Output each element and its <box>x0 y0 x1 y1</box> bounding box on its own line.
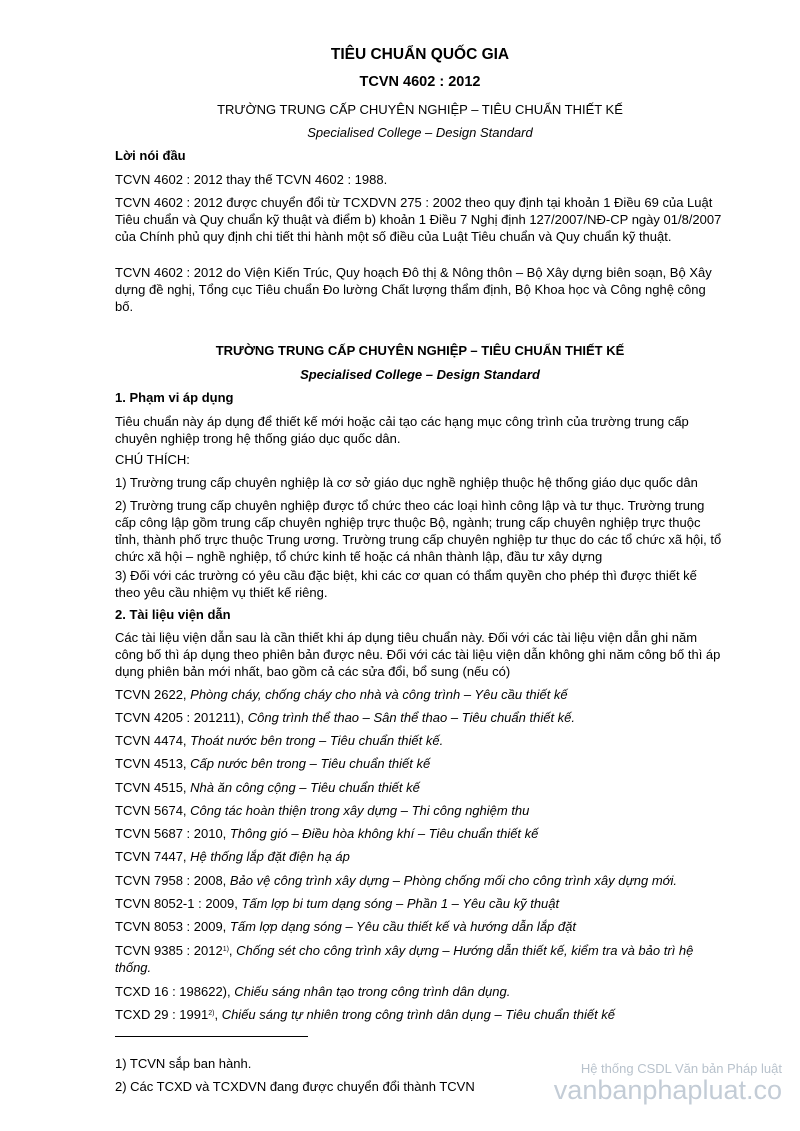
reference-code: TCVN 4205 : 201211), <box>115 710 248 725</box>
section-title: TRƯỜNG TRUNG CẤP CHUYÊN NGHIỆP – TIÊU CHUẨN THIẾT KẾ <box>215 343 625 358</box>
section-english-title: Specialised College – Design Standard <box>300 367 540 382</box>
reference-item <box>115 918 725 935</box>
reference-code: TCVN 7447, <box>115 849 191 864</box>
reference-code: TCVN 8052-1 : 2009, <box>115 896 242 911</box>
reference-code: TCVN 7958 : 2008, <box>115 873 230 888</box>
reference-item <box>115 755 725 772</box>
reference-item <box>115 686 725 703</box>
reference-title: Cấp nước bên trong – Tiêu chuẩn thiết kế <box>190 756 431 771</box>
reference-title: Thông gió – Điều hòa không khí – Tiêu chuẩn thiết kế <box>229 826 539 841</box>
reference-title: Tấm lợp dạng sóng – Yêu cầu thiết kế và hướng dẫn lắp đặt <box>229 919 576 934</box>
reference-item <box>115 825 725 842</box>
foreword-paragraph: TCVN 4602 : 2012 được chuyển đổi từ TCXDVN 275 : 2002 theo quy định tại khoản 1 Điều 69 của Luật Tiêu chuẩn và Quy chuẩn kỹ thuật và điểm b) khoản 1 Điều 7 Nghị định 127/2007/NĐ-CP ngày 01/8/2007 của Chính phủ quy định chi tiết thi hành một số điều của Luật Tiêu chuẩn và Quy chuẩn kỹ thuật. <box>115 195 722 244</box>
document-title: TIÊU CHUẨN QUỐC GIA <box>330 46 510 63</box>
reference-item <box>115 942 725 976</box>
reference-item <box>115 779 725 796</box>
footnote: 1) TCVN sắp ban hành. <box>115 1056 252 1071</box>
standard-code: TCVN 4602 : 2012 <box>359 74 481 90</box>
english-title: Specialised College – Design Standard <box>307 125 533 140</box>
reference-title: Tấm lợp bi tum dạng sóng – Phần 1 – Yêu cầu kỹ thuật <box>241 896 560 911</box>
reference-item <box>115 802 725 819</box>
document-subtitle: TRƯỜNG TRUNG CẤP CHUYÊN NGHIỆP – TIÊU CHUẨN THIẾT KẾ <box>217 102 623 117</box>
reference-title: Thoát nước bên trong – Tiêu chuẩn thiết kế. <box>190 733 444 748</box>
reference-code: TCVN 4513, <box>115 756 191 771</box>
footnote-marker: 1) <box>222 946 229 953</box>
foreword-paragraph: TCVN 4602 : 2012 thay thế TCVN 4602 : 1988. <box>115 172 388 187</box>
reference-item <box>115 1006 725 1023</box>
reference-title: Bảo vệ công trình xây dựng – Phòng chống mối cho công trình xây dựng mới. <box>229 873 678 888</box>
note-item: 2) Trường trung cấp chuyên nghiệp được tổ chức theo các loại hình công lập và tư thục. Trường trung cấp công lập gồm trung cấp chuyên nghiệp trực thuộc Bộ, ngành; trung cấp chuyên nghiệp trực thuộc tỉnh, thành phố trực thuộc Trung ương. Trường trung cấp chuyên nghiệp tư thục do các tổ chức xã hội, tổ chức xã hội – nghề nghiệp, tổ chức kinh tế hoặc cá nhân thành lập, đầu tư xây dựng <box>115 498 722 564</box>
watermark-site: vanbanphapluat.co <box>553 1075 782 1105</box>
note-item: 3) Đối với các trường có yêu cầu đặc biệt, khi các cơ quan có thẩm quyền cho phép thì được thiết kế theo yêu cầu nhiệm vụ thiết kế riêng. <box>115 568 697 600</box>
reference-item <box>115 872 725 889</box>
reference-title: Nhà ăn công cộng – Tiêu chuẩn thiết kế <box>190 780 420 795</box>
reference-title: Công tác hoàn thiện trong xây dựng – Thi công nghiệm thu <box>190 803 530 818</box>
section2-heading: 2. Tài liệu viện dẫn <box>115 607 231 622</box>
reference-title: Chống sét cho công trình xây dựng – Hướng dẫn thiết kế, kiểm tra và bảo trì hệ thống. <box>115 943 694 975</box>
watermark-caption: Hệ thống CSDL Văn bản Pháp luật <box>580 1061 782 1076</box>
reference-code: TCVN 9385 : 2012 <box>115 943 223 958</box>
foreword-paragraph: TCVN 4602 : 2012 do Viện Kiến Trúc, Quy hoạch Đô thị & Nông thôn – Bộ Xây dựng biên soạn, Bộ Xây dựng đề nghị, Tổng cục Tiêu chuẩn Đo lường Chất lượng thẩm định, Bộ Khoa học và Công nghệ công bố. <box>115 265 712 314</box>
reference-code: TCVN 2622, <box>115 687 191 702</box>
note-item: 1) Trường trung cấp chuyên nghiệp là cơ sở giáo dục nghề nghiệp thuộc hệ thống giáo dục quốc dân <box>115 475 698 490</box>
footnote-divider <box>115 1036 308 1037</box>
reference-title: Chiếu sáng tự nhiên trong công trình dân dụng – Tiêu chuẩn thiết kế <box>221 1007 616 1022</box>
reference-code: TCXD 16 : 198622), <box>115 984 235 999</box>
reference-item <box>115 895 725 912</box>
reference-item <box>115 709 725 726</box>
reference-code: TCXD 29 : 1991 <box>115 1007 209 1022</box>
note-label: CHÚ THÍCH: <box>115 452 190 467</box>
reference-code: TCVN 5674, <box>115 803 191 818</box>
reference-item <box>115 732 725 749</box>
reference-code: TCVN 5687 : 2010, <box>115 826 230 841</box>
reference-title: Phòng cháy, chống cháy cho nhà và công trình – Yêu cầu thiết kế <box>190 687 568 702</box>
reference-item <box>115 848 725 865</box>
reference-code: TCVN 8053 : 2009, <box>115 919 230 934</box>
foreword-heading: Lời nói đầu <box>115 148 186 163</box>
footnote: 2) Các TCXD và TCXDVN đang được chuyển đổi thành TCVN <box>115 1079 475 1094</box>
reference-title: Công trình thể thao – Sân thể thao – Tiêu chuẩn thiết kế. <box>247 710 576 725</box>
reference-code: TCVN 4515, <box>115 780 191 795</box>
reference-title: Chiếu sáng nhân tạo trong công trình dân dụng. <box>234 984 511 999</box>
footnote-marker: 2) <box>208 1010 215 1017</box>
section1-heading: 1. Phạm vi áp dụng <box>115 390 234 405</box>
reference-separator: , <box>228 943 237 958</box>
reference-item <box>115 983 725 1000</box>
section2-intro: Các tài liệu viện dẫn sau là cần thiết khi áp dụng tiêu chuẩn này. Đối với các tài liệu viện dẫn ghi năm công bố thì áp dụng theo phiên bản được nêu. Đối với các tài liệu viện dẫn không ghi năm công bố thì áp dụng phiên bản mới nhất, bao gồm cả các sửa đổi, bổ sung (nếu có) <box>115 630 721 679</box>
section1-paragraph: Tiêu chuẩn này áp dụng để thiết kế mới hoặc cải tạo các hạng mục công trình của trường trung cấp chuyên nghiệp trong hệ thống giáo dục quốc dân. <box>115 414 689 446</box>
reference-separator: , <box>214 1007 222 1022</box>
reference-code: TCVN 4474, <box>115 733 191 748</box>
reference-title: Hệ thống lắp đặt điện hạ áp <box>190 849 350 864</box>
